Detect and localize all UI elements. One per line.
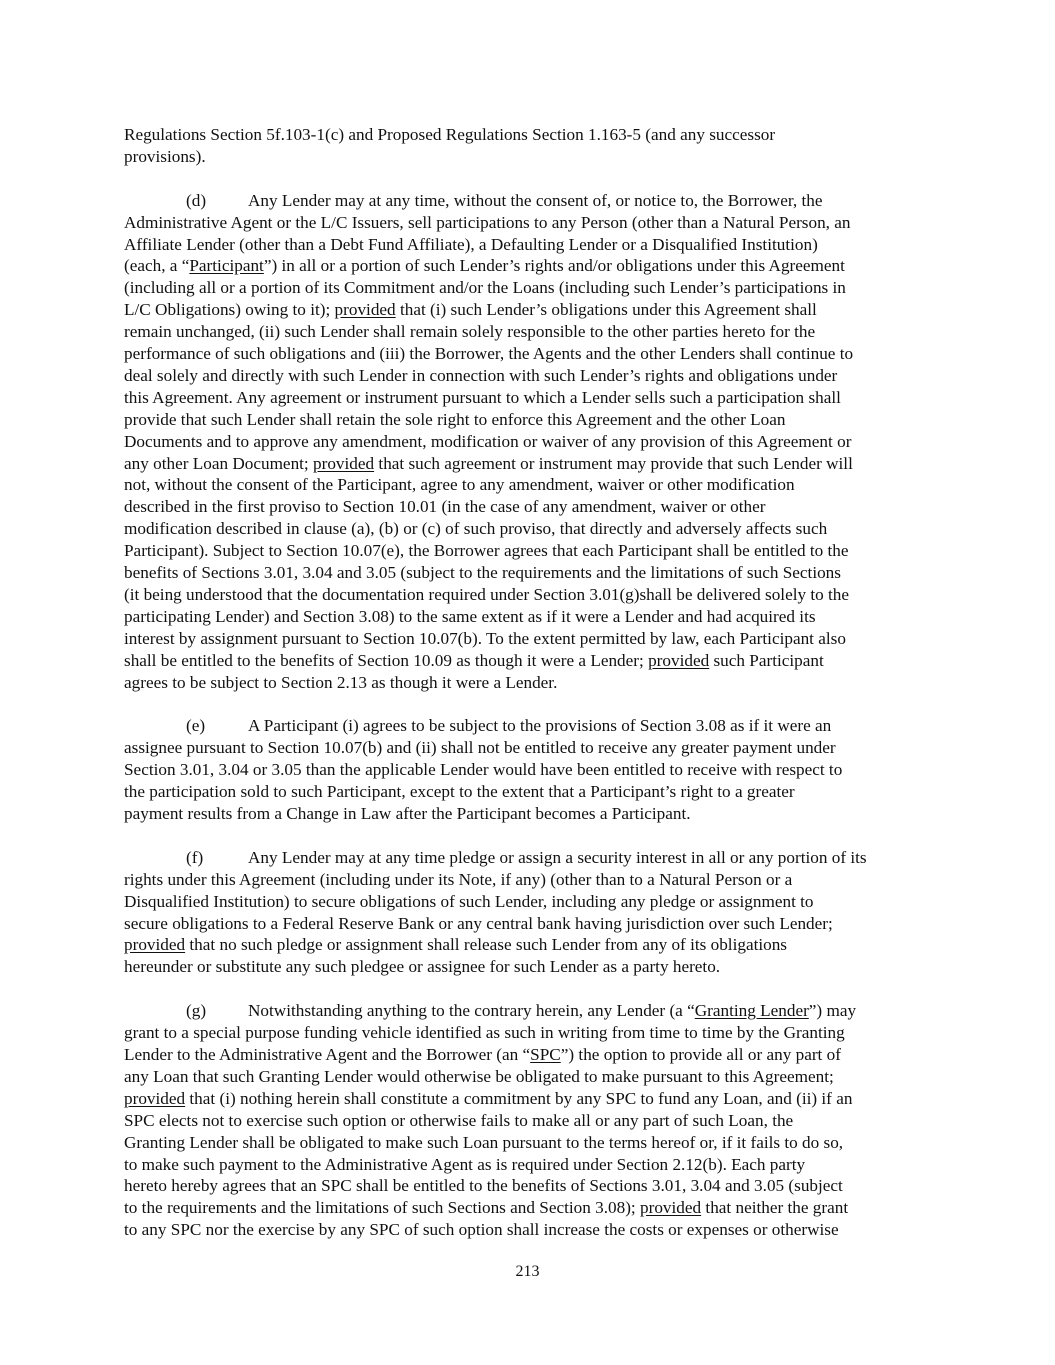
- text-segment: payment results from a Change in Law after the Participant becomes a Participant.: [124, 804, 691, 824]
- text-line: [124, 540, 938, 562]
- text-line: [124, 474, 938, 496]
- text-segment: that no such pledge or assignment shall release such Lender from any of its obligations: [185, 935, 787, 955]
- paragraph-g: [124, 1000, 938, 1241]
- text-segment: the participation sold to such Participant, except to the extent that a Participant’s right to a greater: [124, 782, 795, 802]
- text-line: [124, 1132, 938, 1154]
- text-segment: ”) may: [808, 1001, 857, 1021]
- text-segment: to any SPC nor the exercise by any SPC of such option shall increase the costs or expenses or otherwise: [124, 1220, 839, 1240]
- text-segment: that (i) nothing herein shall constitute a commitment by any SPC to fund any Loan, and (ii) if an: [185, 1088, 853, 1108]
- text-line: [124, 277, 938, 299]
- text-line: [124, 387, 938, 409]
- text-segment: any Loan that such Granting Lender would otherwise be obligated to make pursuant to this Agreement;: [124, 1066, 834, 1086]
- text-segment: ”) the option to provide all or any part of: [560, 1045, 841, 1064]
- defined-term: provided: [334, 300, 396, 320]
- text-segment: shall be entitled to the benefits of Section 10.09 as though it were a Lender;: [124, 650, 649, 670]
- text-segment: Lender to the Administrative Agent and the Borrower (an “: [124, 1045, 531, 1064]
- document-body: [124, 124, 938, 1263]
- text-segment: (including all or a portion of its Commitment and/or the Loans (including such Lender’s participations in: [124, 278, 846, 298]
- text-line: [124, 212, 938, 234]
- text-segment: rights under this Agreement (including under its Note, if any) (other than to a Natural Person or a: [124, 869, 793, 889]
- text-line: [124, 190, 938, 212]
- text-segment: Documents and to approve any amendment, modification or waiver of any provision of this Agreement or: [124, 431, 852, 451]
- text-segment: agrees to be subject to Section 2.13 as though it were a Lender.: [124, 672, 558, 692]
- text-line: [124, 1110, 938, 1132]
- text-segment: Affiliate Lender (other than a Debt Fund Affiliate), a Defaulting Lender or a Disqualified Institution): [124, 234, 818, 254]
- text-segment: participating Lender) and Section 3.08) to the same extent as if it were a Lender and had acquired its: [124, 606, 816, 626]
- text-segment: modification described in clause (a), (b) or (c) of such proviso, that directly and adversely affects such: [124, 519, 828, 539]
- text-line: [124, 409, 938, 431]
- text-segment: Disqualified Institution) to secure obligations of such Lender, including any pledge or assignment to: [124, 891, 814, 911]
- text-segment: that (i) such Lender’s obligations under this Agreement shall: [395, 300, 817, 320]
- text-segment: interest by assignment pursuant to Section 10.07(b). To the extent permitted by law, each Participant also: [124, 628, 846, 648]
- text-segment: provisions).: [124, 146, 206, 166]
- text-line: [124, 321, 938, 343]
- text-line: [124, 759, 938, 781]
- text-line: [124, 803, 938, 825]
- text-line: [124, 1219, 938, 1241]
- section-label: (g): [186, 1001, 207, 1021]
- text-line: [124, 453, 938, 475]
- text-line: [124, 847, 938, 869]
- text-segment: assignee pursuant to Section 10.07(b) and (ii) shall not be entitled to receive any greater payment under: [124, 738, 836, 758]
- text-line: [124, 1175, 938, 1197]
- section-label: (e): [186, 716, 206, 736]
- text-line: [124, 365, 938, 387]
- text-segment: this Agreement. Any agreement or instrument pursuant to which a Lender sells such a participation shall: [124, 387, 841, 407]
- section-label: (d): [186, 190, 207, 210]
- text-segment: Participant). Subject to Section 10.07(e), the Borrower agrees that each Participant shall be entitled to the: [124, 541, 849, 561]
- text-segment: Any Lender may at any time, without the consent of, or notice to, the Borrower, the: [248, 190, 823, 210]
- text-segment: benefits of Sections 3.01, 3.04 and 3.05 (subject to the requirements and the limitations of such Sections: [124, 563, 841, 583]
- defined-term: Participant: [189, 256, 264, 276]
- text-segment: (each, a “: [124, 256, 190, 276]
- text-line: [124, 584, 938, 606]
- text-segment: Administrative Agent or the L/C Issuers, sell participations to any Person (other than a Natural Person, an: [124, 212, 851, 232]
- text-line: [124, 913, 938, 935]
- text-segment: secure obligations to a Federal Reserve Bank or any central bank having jurisdiction over such Lender;: [124, 913, 833, 933]
- paragraph-d: [124, 190, 938, 694]
- text-segment: such Participant: [709, 650, 824, 670]
- text-line: [124, 1088, 938, 1110]
- text-line: [124, 781, 938, 803]
- defined-term: provided: [124, 935, 186, 955]
- text-segment: A Participant (i) agrees to be subject to the provisions of Section 3.08 as if it were an: [248, 716, 832, 736]
- text-segment: Notwithstanding anything to the contrary herein, any Lender (a “: [248, 1001, 695, 1021]
- text-line: [124, 124, 938, 146]
- text-line: [124, 672, 938, 694]
- text-line: [124, 496, 938, 518]
- text-segment: Any Lender may at any time pledge or assign a security interest in all or any portion of its: [248, 847, 867, 867]
- text-segment: grant to a special purpose funding vehicle identified as such in writing from time to time by the Granting: [124, 1023, 845, 1043]
- text-line: [124, 956, 938, 978]
- text-line: [124, 737, 938, 759]
- defined-term: provided: [313, 453, 375, 473]
- text-line: [124, 715, 938, 737]
- text-line: [124, 234, 938, 256]
- text-segment: Section 3.01, 3.04 or 3.05 than the applicable Lender would have been entitled to receive with respect to: [124, 760, 843, 780]
- text-segment: ”) in all or a portion of such Lender’s rights and/or obligations under this Agreement: [263, 256, 845, 276]
- text-segment: (it being understood that the documentation required under Section 3.01(g)shall be delivered solely to the: [124, 585, 850, 605]
- text-line: [124, 1022, 938, 1044]
- text-segment: to make such payment to the Administrative Agent as is required under Section 2.12(b). Each party: [124, 1154, 806, 1174]
- text-line: [124, 1044, 938, 1066]
- text-line: [124, 299, 938, 321]
- text-segment: to the requirements and the limitations of such Sections and Section 3.08);: [124, 1198, 641, 1218]
- text-line: [124, 1197, 938, 1219]
- text-segment: deal solely and directly with such Lender in connection with such Lender’s rights and obligations under: [124, 365, 838, 385]
- text-segment: described in the first proviso to Section 10.01 (in the case of any amendment, waiver or other: [124, 497, 766, 517]
- text-segment: provide that such Lender shall retain the sole right to enforce this Agreement and the other Loan: [124, 409, 786, 429]
- defined-term: provided: [124, 1088, 186, 1108]
- text-line: [124, 934, 938, 956]
- page-number: 213: [515, 1263, 540, 1280]
- text-line: [124, 628, 938, 650]
- text-segment: Granting Lender shall be obligated to make such Loan pursuant to the terms hereof or, if it fails to do so,: [124, 1132, 844, 1152]
- text-line: [124, 891, 938, 913]
- section-label: (f): [186, 847, 204, 867]
- text-line: [124, 431, 938, 453]
- paragraph-f: [124, 847, 938, 978]
- text-line: [124, 518, 938, 540]
- paragraph-intro: [124, 124, 938, 168]
- text-line: [124, 343, 938, 365]
- text-line: [124, 146, 938, 168]
- text-segment: not, without the consent of the Participant, agree to any amendment, waiver or other modification: [124, 475, 795, 495]
- text-segment: Regulations Section 5f.103-1(c) and Proposed Regulations Section 1.163-5 (and any successor: [124, 125, 776, 144]
- defined-term: Granting Lender: [694, 1001, 809, 1021]
- text-segment: L/C Obligations) owing to it);: [124, 300, 335, 320]
- text-segment: hereto hereby agrees that an SPC shall be entitled to the benefits of Sections 3.01, 3.04 and 3.05 (subject: [124, 1176, 843, 1196]
- text-line: [124, 650, 938, 672]
- defined-term: provided: [648, 650, 710, 670]
- text-segment: that neither the grant: [701, 1198, 849, 1218]
- text-line: [124, 562, 938, 584]
- text-line: [124, 869, 938, 891]
- text-line: [124, 606, 938, 628]
- text-segment: that such agreement or instrument may provide that such Lender will: [374, 453, 853, 473]
- text-segment: SPC elects not to exercise such option or otherwise fails to make all or any part of such Loan, the: [124, 1110, 794, 1130]
- defined-term: SPC: [530, 1045, 561, 1064]
- text-segment: any other Loan Document;: [124, 453, 314, 473]
- defined-term: provided: [640, 1198, 702, 1218]
- text-line: [124, 1154, 938, 1176]
- text-line: [124, 1000, 938, 1022]
- text-segment: remain unchanged, (ii) such Lender shall remain solely responsible to the other parties hereto for the: [124, 322, 816, 342]
- text-line: [124, 1066, 938, 1088]
- paragraph-e: [124, 715, 938, 825]
- text-segment: hereunder or substitute any such pledgee or assignee for such Lender as a party hereto.: [124, 957, 721, 977]
- text-line: [124, 255, 938, 277]
- text-segment: performance of such obligations and (iii) the Borrower, the Agents and the other Lenders shall continue to: [124, 344, 854, 364]
